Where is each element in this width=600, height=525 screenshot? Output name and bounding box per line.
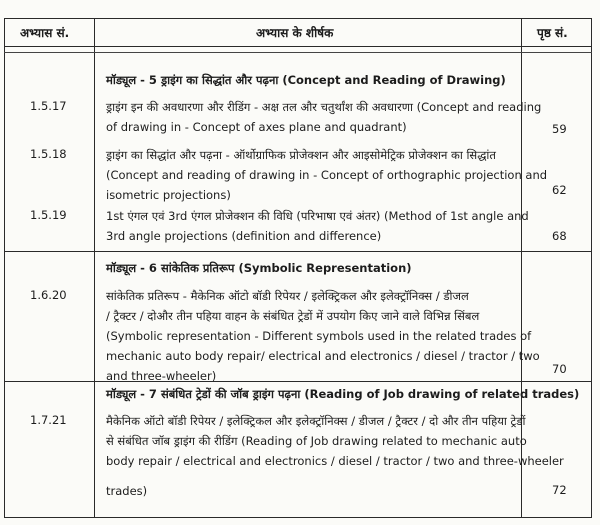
column-divider — [94, 18, 95, 518]
exercise-title: 1st एंगल एवं 3rd एंगल प्रोजेक्शन की विधि (परिभाषा एवं अंतर) (Method of 1st angle and 3rd angle projections (definition and difference) — [106, 209, 529, 243]
header-title: अभ्यास के शीर्षक — [256, 26, 334, 40]
page-number: 59 — [552, 122, 567, 136]
exercise-number: 1.6.20 — [30, 288, 67, 302]
page-number: 72 — [552, 483, 567, 497]
exercise-number: 1.5.19 — [30, 208, 67, 222]
exercise-title: सांकेतिक प्रतिरूप - मैकेनिक ऑटो बॉडी रिपेयर / इलेक्ट्रिकल और इलेक्ट्रॉनिक्स / डीजल / ट्रैक्टर / दोऔर तीन पहिया वाहन के संबंधित ट्रेडों में उपयोग किए जाने वाले विभिन्न सिंबल (Symbolic representation - Different symbols used in the related trades of mechanic auto body repair/ electrical and electronics / diesel / tractor / two and three-wheeler) — [106, 289, 540, 383]
exercise-number: 1.5.17 — [30, 99, 67, 113]
exercise-title: ड्राइंग इन की अवधारणा और रीडिंग - अक्ष तल और चतुर्थांश की अवधारणा (Concept and reading of drawing in - Concept of axes plane and quadrant) — [106, 100, 542, 134]
module-title: मॉड्यूल - 7 संबंधित ट्रेडों की जॉब ड्राइंग पढ़ना (Reading of Job drawing of related trades) — [106, 387, 580, 401]
page-number: 70 — [552, 362, 567, 376]
exercise-number: 1.5.18 — [30, 147, 67, 161]
exercise-title: ड्राइंग का सिद्धांत और पढ़ना - ऑर्थोग्राफिक प्रोजेक्शन और आइसोमेट्रिक प्रोजेक्शन का सिद्धांत (Concept and reading of drawing in - Concept of orthographic projection and isometric projections) — [106, 148, 548, 202]
header-exercise-no: अभ्यास सं. — [20, 26, 70, 40]
page-number: 62 — [552, 183, 567, 197]
module-title: मॉड्यूल - 5 ड्राइंग का सिद्धांत और पढ़ना (Concept and Reading of Drawing) — [106, 73, 506, 87]
exercise-title: मैकेनिक ऑटो बॉडी रिपेयर / इलेक्ट्रिकल और इलेक्ट्रॉनिक्स / डीजल / ट्रैक्टर / दो और तीन पहिया ट्रेडों से संबंधित जॉब ड्राइंग की रीडिंग (Reading of Job drawing related to mechanic auto body repair / electrical and electronics / diesel / tractor / two and three-wheeler trades) — [106, 414, 564, 498]
exercise-number: 1.7.21 — [30, 413, 67, 427]
module-divider — [4, 251, 592, 252]
header-rule — [4, 46, 592, 47]
module-title: मॉड्यूल - 6 सांकेतिक प्रतिरूप (Symbolic Representation) — [106, 261, 412, 275]
page-number: 68 — [552, 229, 567, 243]
header-page-no: पृष्ठ सं. — [537, 26, 568, 40]
header-rule — [4, 52, 592, 53]
